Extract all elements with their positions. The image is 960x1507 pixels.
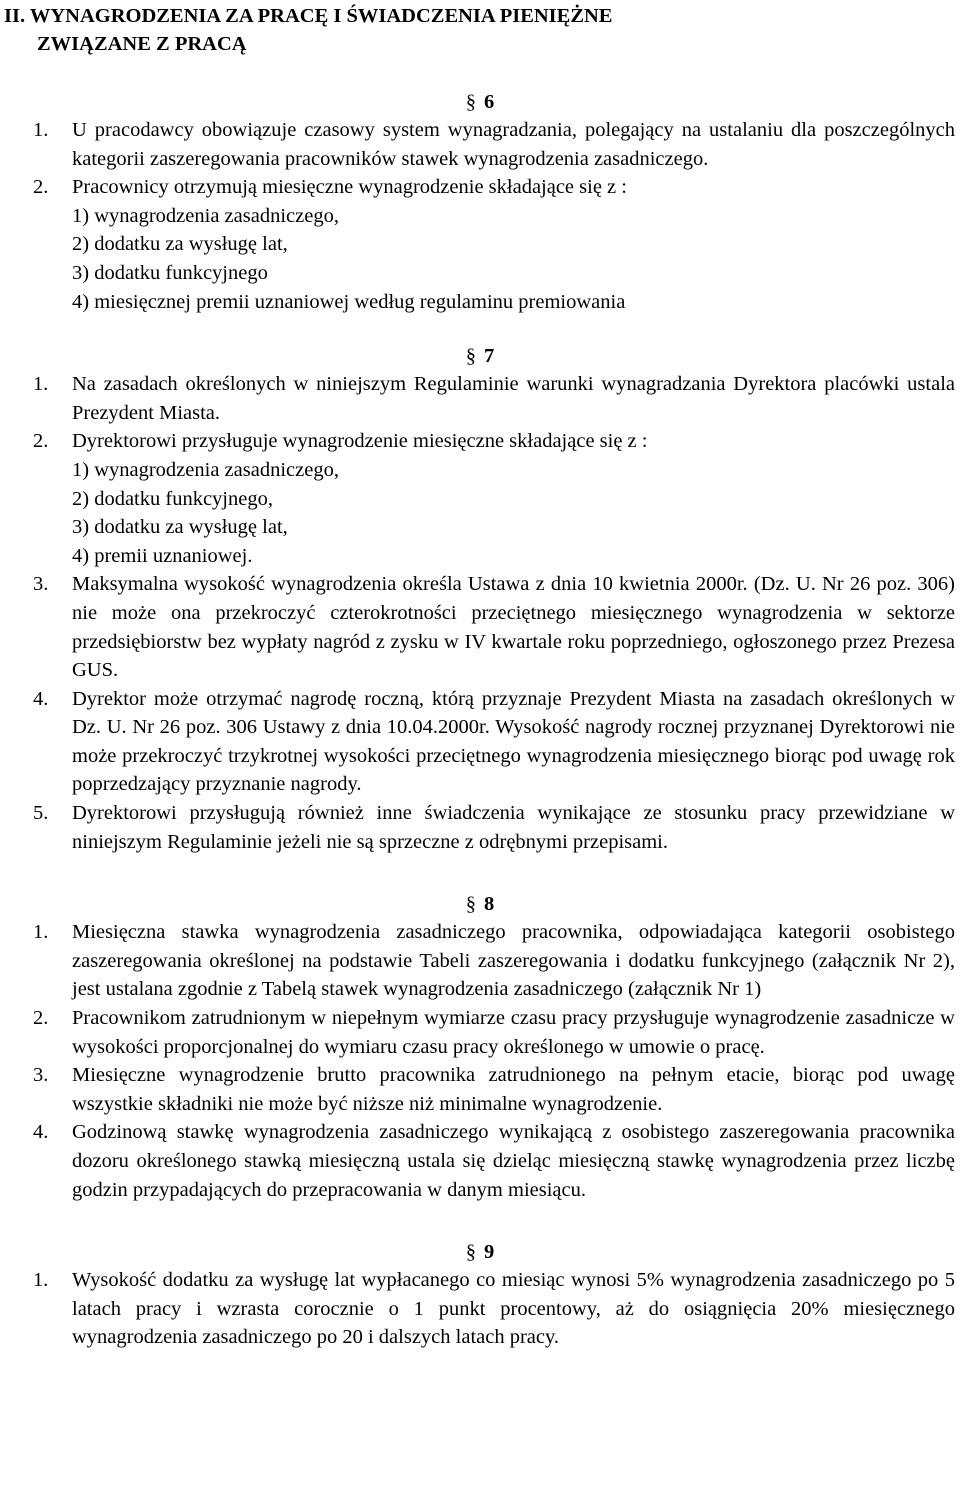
section-9-symbol: § <box>465 1241 476 1264</box>
item-number: 2. <box>33 1007 49 1030</box>
section-7-number: 7 <box>484 345 495 368</box>
section-7-item-5 <box>0 799 960 856</box>
section-8-heading <box>0 890 960 918</box>
item-number: 3. <box>33 1064 49 1087</box>
section-9 <box>0 1238 960 1352</box>
sub-item: 1) wynagrodzenia zasadniczego, <box>72 458 339 481</box>
item-number: 1. <box>33 373 49 396</box>
section-8-number: 8 <box>484 893 495 916</box>
item-text: Na zasadach określonych w niniejszym Regulaminie warunki wynagradzania Dyrektora placówki ustala Prezydent Miasta. <box>72 373 955 424</box>
item-text: Pracownicy otrzymują miesięczne wynagrodzenie składające się z : <box>72 176 627 199</box>
sub-item: 4) miesięcznej premii uznaniowej według regulaminu premiowania <box>72 290 626 313</box>
section-7 <box>0 342 960 856</box>
section-9-item-1 <box>0 1266 960 1352</box>
item-number: 1. <box>33 1269 49 1292</box>
section-8-item-3 <box>0 1061 960 1118</box>
item-text: Dyrektor może otrzymać nagrodę roczną, którą przyznaje Prezydent Miasta na zasadach określonych w Dz. U. Nr 26 poz. 306 Ustawy z dnia 10.04.2000r. Wysokość nagrody rocznej przyznanej Dyrektorowi nie może przekroczyć trzykrotnej wysokości przeciętnego wynagrodzenia miesięcznego biorąc pod uwagę rok poprzedzający przyznanie nagrody. <box>72 687 955 796</box>
item-text: Godzinową stawkę wynagrodzenia zasadniczego wynikającą z osobistego zaszeregowania pracownika dozoru określonego stawką miesięczną ustala się dzieląc miesięczną stawkę wynagrodzenia przez liczbę godzin przypadających do przepracowania w danym miesiącu. <box>72 1121 955 1201</box>
section-9-number: 9 <box>484 1241 495 1264</box>
item-number: 1. <box>33 119 49 141</box>
item-number: 5. <box>33 802 49 825</box>
chapter-heading-line-1: II. WYNAGRODZENIA ZA PRACĘ I ŚWIADCZENIA PIENIĘŻNE <box>4 5 613 27</box>
sub-item: 1) wynagrodzenia zasadniczego, <box>72 204 339 227</box>
section-7-item-2 <box>0 427 960 570</box>
sub-item: 2) dodatku za wysługę lat, <box>72 233 288 256</box>
section-6-number: 6 <box>484 91 495 113</box>
section-7-symbol: § <box>465 345 476 368</box>
item-number: 1. <box>33 921 49 944</box>
item-number: 4. <box>33 1121 49 1144</box>
section-6-heading <box>0 88 960 116</box>
section-7-item-4 <box>0 685 960 799</box>
item-number: 2. <box>33 176 49 199</box>
item-text: Dyrektorowi przysługuje wynagrodzenie miesięczne składające się z : <box>72 430 648 453</box>
item-number: 4. <box>33 687 49 710</box>
section-8-item-1 <box>0 918 960 1004</box>
section-8 <box>0 890 960 1204</box>
sub-item: 4) premii uznaniowej. <box>72 544 253 567</box>
section-6-item-2 <box>0 173 960 316</box>
section-8-symbol: § <box>465 893 476 916</box>
section-7-item-2-sublist <box>72 456 955 570</box>
sub-item: 3) dodatku za wysługę lat, <box>72 516 288 539</box>
section-7-item-3 <box>0 570 960 684</box>
section-8-item-4 <box>0 1118 960 1204</box>
sub-item: 2) dodatku funkcyjnego, <box>72 487 273 510</box>
chapter-heading-line-2: ZWIĄZANE Z PRACĄ <box>37 33 247 55</box>
item-text: Maksymalna wysokość wynagrodzenia określa Ustawa z dnia 10 kwietnia 2000r. (Dz. U. Nr 26 poz. 306) nie może ona przekroczyć czterokrotności przeciętnego miesięcznego wynagrodzenia w sektorze przedsiębiorstw bez wypłaty nagród z zysku w IV kwartale roku poprzedniego, ogłoszonego przez Prezesa GUS. <box>72 573 955 682</box>
item-text: Pracownikom zatrudnionym w niepełnym wymiarze czasu pracy przysługuje wynagrodzenie zasadnicze w wysokości proporcjonalnej do wymiaru czasu pracy określonego w umowie o pracę. <box>72 1007 955 1058</box>
item-text: Dyrektorowi przysługują również inne świadczenia wynikające ze stosunku pracy przewidziane w niniejszym Regulaminie jeżeli nie są sprzeczne z odrębnymi przepisami. <box>72 802 955 853</box>
item-number: 2. <box>33 430 49 453</box>
section-6-item-2-sublist <box>72 202 955 316</box>
sub-item: 3) dodatku funkcyjnego <box>72 261 268 284</box>
section-6-symbol: § <box>465 91 476 113</box>
item-text: Miesięczne wynagrodzenie brutto pracownika zatrudnionego na pełnym etacie, biorąc pod uwagę wszystkie składniki nie może być niższe niż minimalne wynagrodzenie. <box>72 1064 955 1115</box>
section-8-item-2 <box>0 1004 960 1061</box>
item-text: Miesięczna stawka wynagrodzenia zasadniczego pracownika, odpowiadająca kategorii osobistego zaszeregowania określonej na podstawie Tabeli zaszeregowania i dodatku funkcyjnego (załącznik Nr 2), jest ustalana zgodnie z Tabelą stawek wynagrodzenia zasadniczego (załącznik Nr 1) <box>72 921 955 1001</box>
item-text: U pracodawcy obowiązuje czasowy system wynagradzania, polegający na ustalaniu dla poszczególnych kategorii zaszeregowania pracowników stawek wynagrodzenia zasadniczego. <box>72 119 955 170</box>
item-number: 3. <box>33 573 49 596</box>
section-7-item-1 <box>0 370 960 427</box>
item-text: Wysokość dodatku za wysługę lat wypłacanego co miesiąc wynosi 5% wynagrodzenia zasadniczego po 5 latach pracy i wzrasta corocznie o 1 punkt procentowy, aż do osiągnięcia 20% miesięcznego wynagrodzenia zasadniczego po 20 i dalszych latach pracy. <box>72 1269 955 1349</box>
section-6 <box>0 88 960 316</box>
section-7-heading <box>0 342 960 370</box>
chapter-heading <box>0 0 960 58</box>
section-9-heading <box>0 1238 960 1266</box>
section-6-item-1 <box>0 116 960 173</box>
